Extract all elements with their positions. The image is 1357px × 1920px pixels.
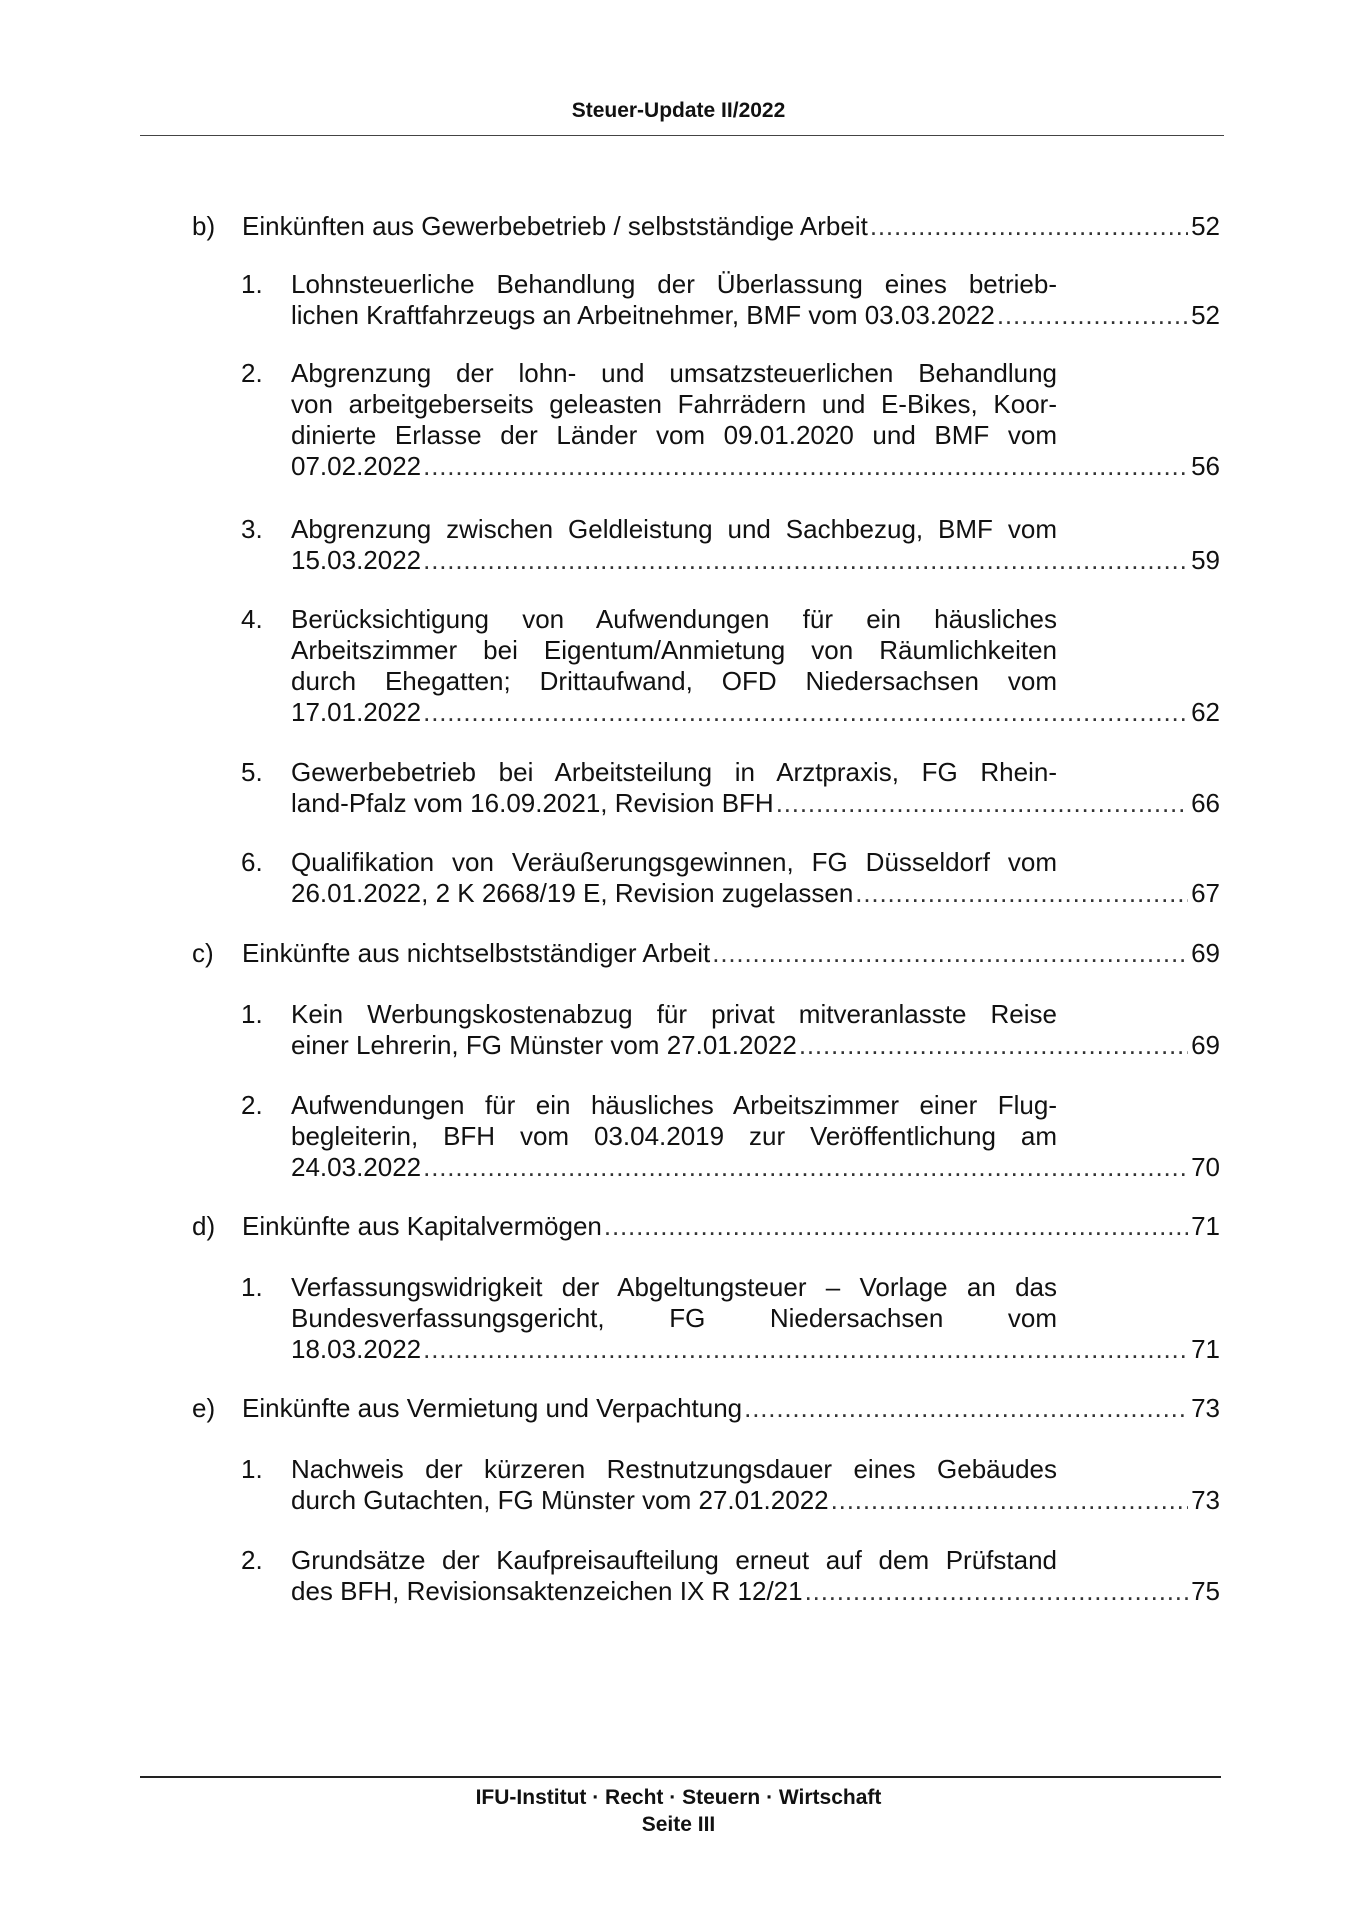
item-last-line: [291, 1485, 1220, 1516]
item-text: einer Lehrerin, FG Münster vom 27.01.2022: [291, 1030, 797, 1060]
item-number: 3.: [241, 514, 263, 544]
section-marker: e): [192, 1393, 216, 1423]
leader-dots: [423, 697, 1188, 728]
section-line: [242, 1211, 1220, 1242]
leader-dots: [423, 451, 1188, 482]
page-number: 71: [1191, 1211, 1220, 1241]
item-text: land-Pfalz vom 16.09.2021, Revision BFH: [291, 788, 774, 818]
item-line: Kein Werbungskostenabzug für privat mitveranlasste Reise: [291, 999, 1057, 1029]
item-text: 07.02.2022: [291, 451, 422, 481]
leader-dots: [423, 1334, 1188, 1365]
section-marker: b): [192, 211, 216, 241]
item-number: 1.: [241, 269, 263, 299]
leader-dots: [831, 1485, 1188, 1516]
section-title: Einkünfte aus nichtselbstständiger Arbeit: [242, 938, 711, 968]
item-number: 1.: [241, 999, 263, 1029]
page-number: 69: [1191, 938, 1220, 968]
section-line: [242, 1393, 1220, 1424]
item-line: Abgrenzung zwischen Geldleistung und Sachbezug, BMF vom: [291, 514, 1057, 544]
item-last-line: [291, 545, 1220, 576]
item-last-line: [291, 1030, 1220, 1061]
section-marker: d): [192, 1211, 216, 1241]
item-line: Abgrenzung der lohn- und umsatzsteuerlichen Behandlung: [291, 358, 1057, 388]
header-title: Steuer-Update II/2022: [571, 99, 786, 122]
item-text: durch Gutachten, FG Münster vom 27.01.2022: [291, 1485, 829, 1515]
page-number: 62: [1191, 697, 1220, 727]
item-text: 26.01.2022, 2 K 2668/19 E, Revision zugelassen: [291, 878, 854, 908]
leader-dots: [604, 1211, 1188, 1242]
page-number: 69: [1191, 1030, 1220, 1060]
leader-dots: [744, 1393, 1188, 1424]
item-line: Verfassungswidrigkeit der Abgeltungsteuer – Vorlage an das: [291, 1272, 1057, 1302]
item-last-line: [291, 1334, 1220, 1365]
item-text: 15.03.2022: [291, 545, 422, 575]
item-number: 1.: [241, 1454, 263, 1484]
item-text: 18.03.2022: [291, 1334, 422, 1364]
section-marker: c): [192, 938, 214, 968]
item-line: Qualifikation von Veräußerungsgewinnen, FG Düsseldorf vom: [291, 847, 1057, 877]
section-title: Einkünfte aus Kapitalvermögen: [242, 1211, 602, 1241]
item-line: Bundesverfassungsgericht, FG Niedersachsen vom: [291, 1303, 1057, 1333]
header-rule: [140, 135, 1224, 136]
leader-dots: [855, 878, 1188, 909]
item-last-line: [291, 788, 1220, 819]
page-number: 75: [1191, 1576, 1220, 1606]
leader-dots: [799, 1030, 1188, 1061]
page-number: 52: [1191, 211, 1220, 241]
item-line: begleiterin, BFH vom 03.04.2019 zur Veröffentlichung am: [291, 1121, 1057, 1151]
item-line: Lohnsteuerliche Behandlung der Überlassung eines betrieb-: [291, 269, 1057, 299]
footer-institute: IFU-Institut · Recht · Steuern · Wirtschaft: [475, 1786, 882, 1809]
item-line: Berücksichtigung von Aufwendungen für ein häusliches: [291, 604, 1057, 634]
item-number: 5.: [241, 757, 263, 787]
page-number: 73: [1191, 1485, 1220, 1515]
leader-dots: [997, 300, 1188, 331]
section-title: Einkünften aus Gewerbebetrieb / selbstständige Arbeit: [242, 211, 868, 241]
footer-page-number: Seite III: [641, 1813, 716, 1836]
leader-dots: [712, 938, 1188, 969]
page-number: 71: [1191, 1334, 1220, 1364]
item-line: durch Ehegatten; Drittaufwand, OFD Niedersachsen vom: [291, 666, 1057, 696]
page-number: 59: [1191, 545, 1220, 575]
item-last-line: [291, 697, 1220, 728]
item-last-line: [291, 451, 1220, 482]
item-text: des BFH, Revisionsaktenzeichen IX R 12/21: [291, 1576, 803, 1606]
item-line: Arbeitszimmer bei Eigentum/Anmietung von Räumlichkeiten: [291, 635, 1057, 665]
item-line: Grundsätze der Kaufpreisaufteilung erneut auf dem Prüfstand: [291, 1545, 1057, 1575]
page-number: 70: [1191, 1152, 1220, 1182]
leader-dots: [423, 545, 1188, 576]
item-line: Gewerbebetrieb bei Arbeitsteilung in Arztpraxis, FG Rhein-: [291, 757, 1057, 787]
item-number: 4.: [241, 604, 263, 634]
leader-dots: [805, 1576, 1188, 1607]
item-number: 2.: [241, 358, 263, 388]
item-number: 2.: [241, 1090, 263, 1120]
item-last-line: [291, 300, 1220, 331]
page-number: 52: [1191, 300, 1220, 330]
item-number: 6.: [241, 847, 263, 877]
section-title: Einkünfte aus Vermietung und Verpachtung: [242, 1393, 743, 1423]
item-last-line: [291, 1576, 1220, 1607]
page-number: 67: [1191, 878, 1220, 908]
item-last-line: [291, 1152, 1220, 1183]
item-line: Aufwendungen für ein häusliches Arbeitszimmer einer Flug-: [291, 1090, 1057, 1120]
item-last-line: [291, 878, 1220, 909]
leader-dots: [776, 788, 1188, 819]
item-number: 2.: [241, 1545, 263, 1575]
page-number: 73: [1191, 1393, 1220, 1423]
leader-dots: [870, 211, 1188, 242]
footer-rule: [140, 1776, 1221, 1778]
item-text: lichen Kraftfahrzeugs an Arbeitnehmer, BMF vom 03.03.2022: [291, 300, 995, 330]
section-line: [242, 938, 1220, 969]
item-text: 17.01.2022: [291, 697, 422, 727]
item-line: Nachweis der kürzeren Restnutzungsdauer eines Gebäudes: [291, 1454, 1057, 1484]
leader-dots: [423, 1152, 1188, 1183]
item-line: von arbeitgeberseits geleasten Fahrrädern und E-Bikes, Koor-: [291, 389, 1057, 419]
item-text: 24.03.2022: [291, 1152, 422, 1182]
page-number: 66: [1191, 788, 1220, 818]
item-line: dinierte Erlasse der Länder vom 09.01.2020 und BMF vom: [291, 420, 1057, 450]
page-number: 56: [1191, 451, 1220, 481]
section-line: [242, 211, 1220, 242]
item-number: 1.: [241, 1272, 263, 1302]
